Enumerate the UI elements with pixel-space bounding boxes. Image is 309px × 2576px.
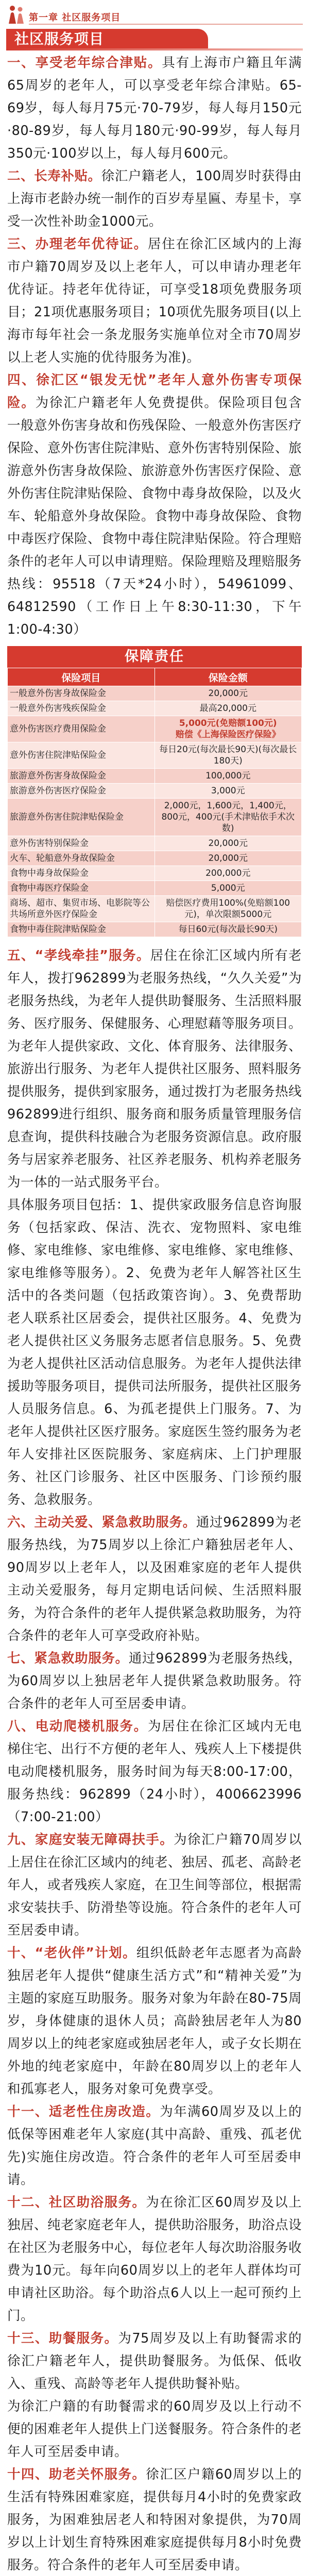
coverage-amount-value: 每日20元(每次最长90天)(每次最长180天) [159, 744, 297, 766]
coverage-item: 商场、超市、集贸市场、电影院等公共场所意外医疗保险金 [8, 896, 155, 922]
service-paragraph [7, 1828, 302, 1942]
coverage-amount [154, 716, 302, 742]
coverage-item: 旅游意外伤害住院津贴保险金 [8, 799, 155, 836]
table-row [8, 769, 302, 784]
coverage-item: 食物中毒医疗保险金 [8, 881, 155, 896]
service-paragraph [7, 1647, 302, 1715]
service-paragraph [7, 1942, 302, 2100]
service-text: 为年满60周岁及以上的低保等困难老年人家庭(其中高龄、重残、孤老优先)实施住房改造。符合条件的老年人可至居委申请。 [7, 2104, 302, 2188]
service-heading: 一、享受老年综合津贴。 [7, 55, 162, 71]
service-text: 为徐汇户籍老年人免费提供。保险项目包含一般意外伤害身故和伤残保险、一般意外伤害医疗保险、意外伤害住院津贴、意外伤害特别保险、旅游意外伤害身故保险、旅游意外伤害医疗保险、意外伤害住院津贴保险、食物中毒身故保险，以及火车、轮船意外身故保险。食物中毒身故保险、食物中毒医疗保险、食物中毒住院津贴保险。符合理赔条件的老年人可以申请理赔。保险理赔及理赔服务热线：95518（7天*24小时），54961099、64812590（工作日上午8:30-11:30，下午1:00-4:30） [7, 395, 302, 637]
coverage-amount [154, 784, 302, 799]
service-paragraph [7, 2463, 302, 2576]
service-text: 组织低龄老年志愿者为高龄独居老年人提供“健康生活方式”和“精神关爱”为主题的家庭互助服务。服务对象为年龄在80-75周岁，身体健康的退休人员；高龄独居老年人为80周岁以上的纯老家庭或独居老年人，或子女长期在外地的纯老家庭中，年龄在80周岁以上的老年人和孤寡老人，服务对象可免费享受。 [7, 1945, 302, 2097]
table-row [8, 742, 302, 769]
service-heading: 八、电动爬楼机服务。 [7, 1719, 148, 1734]
section-services [0, 944, 309, 2576]
coverage-item: 意外伤害住院津贴保险金 [8, 742, 155, 769]
coverage-table-block [7, 646, 302, 937]
service-heading: 五、“孝线牵挂”服务。 [7, 948, 150, 963]
service-text: 居住在徐汇区域内的上海市户籍70周岁及以上老年人，可以申请办理老年优待证。持老年优待证，可享受18项免费服务项目；21项优惠服务项目；10项优先服务项目(以上海市每年社会一条龙服务实施单位对全市70周岁以上老人实施的优待服务为准)。 [7, 236, 302, 365]
coverage-amount [154, 881, 302, 896]
table-row [8, 686, 302, 701]
service-text: 为75周岁及以上有助餐需求的徐汇户籍老年人，提供助餐服务。为低保、低收入、重残、高龄等老年人提供助餐补贴。 [7, 2331, 302, 2392]
table-row [8, 701, 302, 716]
coverage-item: 旅游意外伤害医疗保险金 [8, 784, 155, 799]
table-title: 保障责任 [7, 646, 302, 668]
coverage-amount-value: 2,000元，1,600元，1,400元，800元，400元(手术津贴依手术次数) [161, 801, 295, 834]
coverage-amount-value: 5,000元 [211, 883, 245, 893]
coverage-item: 火车、轮船意外身故保险金 [8, 851, 155, 866]
service-heading: 十四、助老关怀服务。 [7, 2467, 146, 2482]
service-text: 通过962899为老服务热线，为75周岁以上徐汇户籍独居老年人、90周岁以上老年人，以及困难家庭的老年人提供主动关爱服务，每月定期电话问候、生活照料服务，为符合条件的老年人提供紧急救助服务，为符合条件的老年人可享受政府补贴。 [7, 1515, 302, 1643]
coverage-amount [154, 866, 302, 881]
coverage-table [7, 668, 302, 937]
service-paragraph [7, 2327, 302, 2395]
coverage-amount-value: 20,000元 [208, 838, 248, 849]
service-text: 为居住在徐汇区域内无电梯住宅、出行不方便的老年人、残疾人上下楼提供电动爬楼机服务，服务时间为每天8:00-17:00，服务热线：962899（24小时），4006623996（7:00-21:00） [7, 1719, 302, 1825]
coverage-item: 食物中毒住院津贴保险金 [8, 922, 155, 937]
service-text: 徐汇户籍老人，100周岁时获得由上海市老龄办统一制作的百岁寿星匾、寿星卡，享受一次性补助金1000元。 [7, 168, 302, 229]
table-row [8, 851, 302, 866]
service-text: 具体服务项目包括：1、提供家政服务信息咨询服务（包括家政、保洁、洗衣、宠物照料、家电维修、家电维修、家电维修、家电维修、家电维修、家电维修等服务）。2、免费为老年人解答社区生活中的各类问题（包括政策咨询）。3、免费帮助老人联系社区居委会，提供社区服务。4、免费为老人提供社区义务服务志愿者信息服务。5、免费为老人提供社区活动信息服务。为老年人提供法律援助等服务项目，提供司法所服务，提供社区服务人员服务信息。6、为孤老提供上门服务。7、为老年人提供社区医疗服务。家庭医生签约服务为老年人安排社区医院服务、家庭病床、上门护理服务、社区门诊服务、社区中医服务、门诊预约服务、急救服务。 [7, 1197, 302, 1507]
table-row [8, 836, 302, 851]
service-text: 居住在徐汇区域内所有老年人，拨打962899为老服务热线，“久久关爱”为老服务热线，为老年人提供助餐服务、生活照料服务、医疗服务、保健服务、心理慰藉等服务项目。为老年人提供家政、文化、体育服务、法律服务、旅游出行服务、为老年人提供社区服务、照料服务提供服务，提供到家服务，通过拨打为老服务热线962899进行组织、服务商和服务质量管理服务信息查询，提供科技融合为老服务资源信息。政府服务与居家养老服务、社区养老服务、机构养老服务为一体的一站式服务平台。 [7, 948, 302, 1190]
table-row [8, 896, 302, 922]
service-heading: 十二、社区助浴服务。 [7, 2195, 146, 2210]
service-text: 为徐汇户籍70周岁以上居住在徐汇区域内的纯老、独居、孤老、高龄老年人，或者残疾人家庭，在卫生间等部位，根据需求安装扶手、防滑垫等设施。符合条件的老年人可至居委申请。 [7, 1832, 302, 1938]
coverage-amount [154, 896, 302, 922]
service-paragraph [7, 1511, 302, 1647]
chapter-divider [29, 24, 303, 25]
coverage-amount [154, 701, 302, 716]
service-paragraph [7, 2395, 302, 2463]
coverage-amount [154, 769, 302, 784]
section-intro [0, 52, 309, 641]
service-heading: 三、办理老年优待证。 [7, 236, 148, 252]
coverage-amount-value: 200,000元 [205, 868, 251, 878]
coverage-amount [154, 836, 302, 851]
coverage-amount [154, 686, 302, 701]
chapter-row [0, 3, 309, 26]
service-heading: 六、主动关爱、紧急救助服务。 [7, 1515, 196, 1530]
page-title: 社区服务项目 [6, 29, 208, 49]
table-row [8, 866, 302, 881]
table-row [8, 716, 302, 742]
coverage-amount-value: 最高20,000元 [199, 703, 256, 714]
coverage-amount-value: 20,000元 [208, 853, 248, 863]
coverage-note: 赔偿《上海保险医疗保险》 [175, 730, 281, 740]
coverage-item: 旅游意外伤害身故保险金 [8, 769, 155, 784]
coverage-amount-value: 20,000元 [208, 688, 248, 699]
coverage-amount-value: 3,000元 [211, 786, 245, 796]
service-paragraph [7, 52, 302, 165]
table-header-item: 保险项目 [8, 668, 155, 686]
coverage-amount [154, 742, 302, 769]
coverage-amount [154, 851, 302, 866]
service-text: 徐汇区户籍60周岁以上的生活有特殊困难家庭，提供每月4小时的免费家政服务，为困难独居老人和特困对象提供，为70周岁以上计划生育特殊困难家庭提供每月8小时免费服务。符合条件的老年人可至居委申请。 [7, 2467, 302, 2573]
service-heading: 七、紧急救助服务。 [7, 1651, 129, 1666]
header [0, 0, 309, 52]
service-heading: 四、徐汇区“银发无忧”老年人意外伤害专项保险。 [7, 372, 302, 411]
chapter-label: 第一章 社区服务项目 [29, 12, 121, 23]
table-header-amount: 保险金额 [154, 668, 302, 686]
service-heading: 二、长寿补贴。 [7, 168, 101, 184]
service-text: 为在徐汇区60周岁及以上独居、纯老家庭老年人，提供助浴服务，助浴点设在社区为老服务中心，每位老年人每次助浴服务收费为10元。每年向60周岁以上的老年人群体均可申请社区助浴。每个助浴点6人以上一起可预约上门。 [7, 2195, 302, 2324]
service-paragraph [7, 233, 302, 369]
service-paragraph [7, 2191, 302, 2327]
table-row [8, 881, 302, 896]
coverage-item: 意外伤害特别保险金 [8, 836, 155, 851]
service-paragraph [7, 369, 302, 641]
table-header-row [8, 668, 302, 686]
figures-icon [6, 4, 27, 25]
service-heading: 十、“老伙伴”计划。 [7, 1945, 136, 1961]
coverage-item: 意外伤害医疗费用保险金 [8, 716, 155, 742]
table-row [8, 784, 302, 799]
coverage-item: 食物中毒身故保险金 [8, 866, 155, 881]
coverage-amount-value: 每日60元(每次最长90天) [178, 924, 278, 935]
service-text: 通过962899为老服务热线，为60周岁以上独居老年人提供紧急救助服务。符合条件的老年人可至居委申请。 [7, 1651, 302, 1711]
coverage-amount [154, 799, 302, 836]
title-underline [6, 48, 303, 50]
coverage-amount-value: 5,000元(免赔额100元) [179, 718, 277, 728]
service-paragraph [7, 165, 302, 233]
service-heading: 十三、助餐服务。 [7, 2331, 118, 2346]
service-heading: 九、家庭安装无障碍扶手。 [7, 1832, 174, 1848]
service-paragraph [7, 1194, 302, 1511]
service-paragraph [7, 2100, 302, 2191]
service-paragraph [7, 1715, 302, 1828]
service-text: 为徐汇户籍的有助餐需求的60周岁及以上行动不便的困难老年人提供上门送餐服务。符合条件的老年人可至居委申请。 [7, 2399, 302, 2460]
coverage-amount-value: 100,000元 [205, 771, 251, 781]
service-paragraph [7, 944, 302, 1194]
coverage-item: 一般意外伤害身故保险金 [8, 686, 155, 701]
coverage-item: 一般意外伤害残疾保险金 [8, 701, 155, 716]
coverage-amount-value: 赔偿医疗费用100%(免赔额100元)，单次限额5000元 [166, 898, 290, 920]
table-row [8, 922, 302, 937]
table-row [8, 799, 302, 836]
service-heading: 十一、适老性住房改造。 [7, 2104, 160, 2120]
service-text: 具有上海市户籍且年满65周岁的老年人，可以享受老年综合津贴。65-69岁，每人每月75元·70-79岁，每人每月150元·80-89岁，每人每月180元·90-99岁，每人每月350元·100岁以上，每人每月600元。 [7, 55, 302, 161]
coverage-amount [154, 922, 302, 937]
